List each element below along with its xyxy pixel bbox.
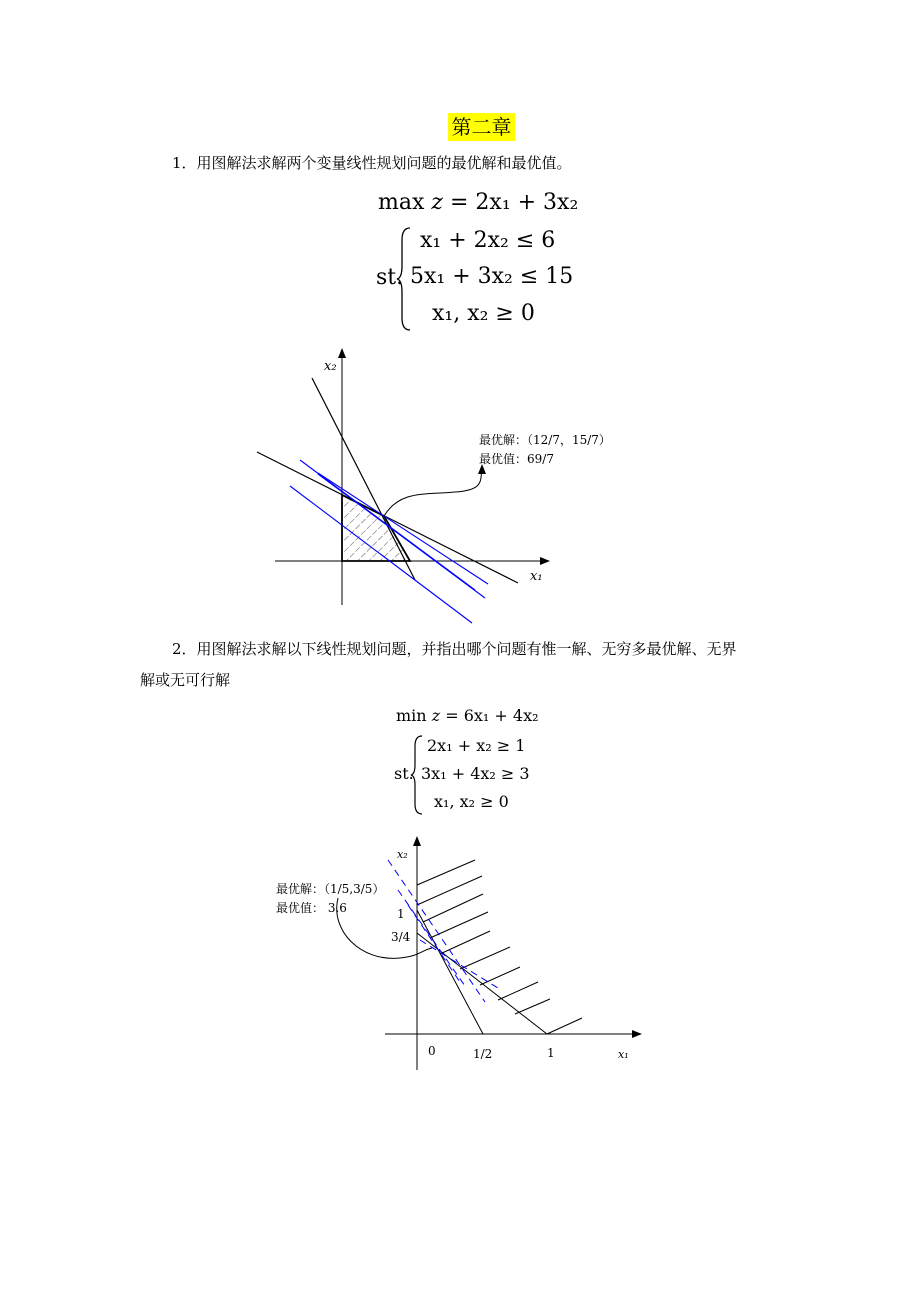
constraint-line-1 xyxy=(257,452,518,583)
tick-label-1-y: 1 xyxy=(397,907,405,921)
problem2-constraint-1: 2x₁ + x₂ ≥ 1 xyxy=(427,736,526,755)
optimal-solution-text: 最优解：（12/7，15/7） xyxy=(479,433,611,447)
problem2-graph xyxy=(270,830,660,1080)
optimal-value-text: 最优值： 3.6 xyxy=(276,901,347,915)
callout-curve xyxy=(337,898,432,958)
y-axis-arrow-icon xyxy=(413,836,421,846)
problem2-constraint-2: 3x₁ + 4x₂ ≥ 3 xyxy=(421,764,530,783)
problem2-st-label: st. xyxy=(394,764,414,783)
y-axis-label: x₂ xyxy=(397,848,408,861)
tick-label-1-x: 1 xyxy=(547,1046,555,1060)
x-axis-arrow-icon xyxy=(540,557,550,565)
problem2-constraint-3: x₁, x₂ ≥ 0 xyxy=(434,792,509,811)
problem2-question-line1: 2．用图解法求解以下线性规划问题，并指出哪个问题有惟一解、无穷多最优解、无界 xyxy=(172,640,737,658)
objective-expr: = 2x₁ + 3x₂ xyxy=(449,190,579,215)
problem1-constraint-3: x₁, x₂ ≥ 0 xyxy=(432,301,535,326)
objective-var: z xyxy=(431,190,443,215)
x-axis-label: x₁ xyxy=(618,1048,629,1061)
problem2-question-line2: 解或无可行解 xyxy=(140,671,231,689)
tick-label-3-4-y: 3/4 xyxy=(391,930,411,944)
feasible-region-hatch xyxy=(417,860,582,1034)
chapter-title: 第二章 xyxy=(448,113,515,141)
objective-op: max xyxy=(378,190,425,215)
constraint-line-2 xyxy=(417,933,547,1034)
optimal-value-text: 最优值：69/7 xyxy=(479,452,554,466)
tick-label-1-2-x: 1/2 xyxy=(473,1047,493,1061)
objective-line-1 xyxy=(290,486,472,623)
problem1-st-label: st. xyxy=(376,265,404,290)
objective-op: min xyxy=(396,706,427,725)
x-axis-arrow-icon xyxy=(632,1030,642,1038)
problem2-objective xyxy=(396,706,539,725)
problem1-objective xyxy=(378,190,578,215)
problem1-graph xyxy=(250,340,611,630)
problem1-constraint-2: 5x₁ + 3x₂ ≤ 15 xyxy=(410,264,574,289)
problem1-question: 1．用图解法求解两个变量线性规划问题的最优解和最优值。 xyxy=(172,154,572,172)
objective-expr: = 6x₁ + 4x₂ xyxy=(445,706,539,725)
y-axis-label: x₂ xyxy=(324,359,337,374)
tick-label-origin: 0 xyxy=(428,1044,436,1058)
x-axis-label: x₁ xyxy=(530,569,543,584)
y-axis-arrow-icon xyxy=(338,348,346,358)
objective-var: z xyxy=(431,706,441,725)
optimal-solution-text: 最优解：（1/5,3/5） xyxy=(276,882,385,896)
callout-curve xyxy=(384,468,482,516)
problem1-constraint-1: x₁ + 2x₂ ≤ 6 xyxy=(420,228,556,253)
